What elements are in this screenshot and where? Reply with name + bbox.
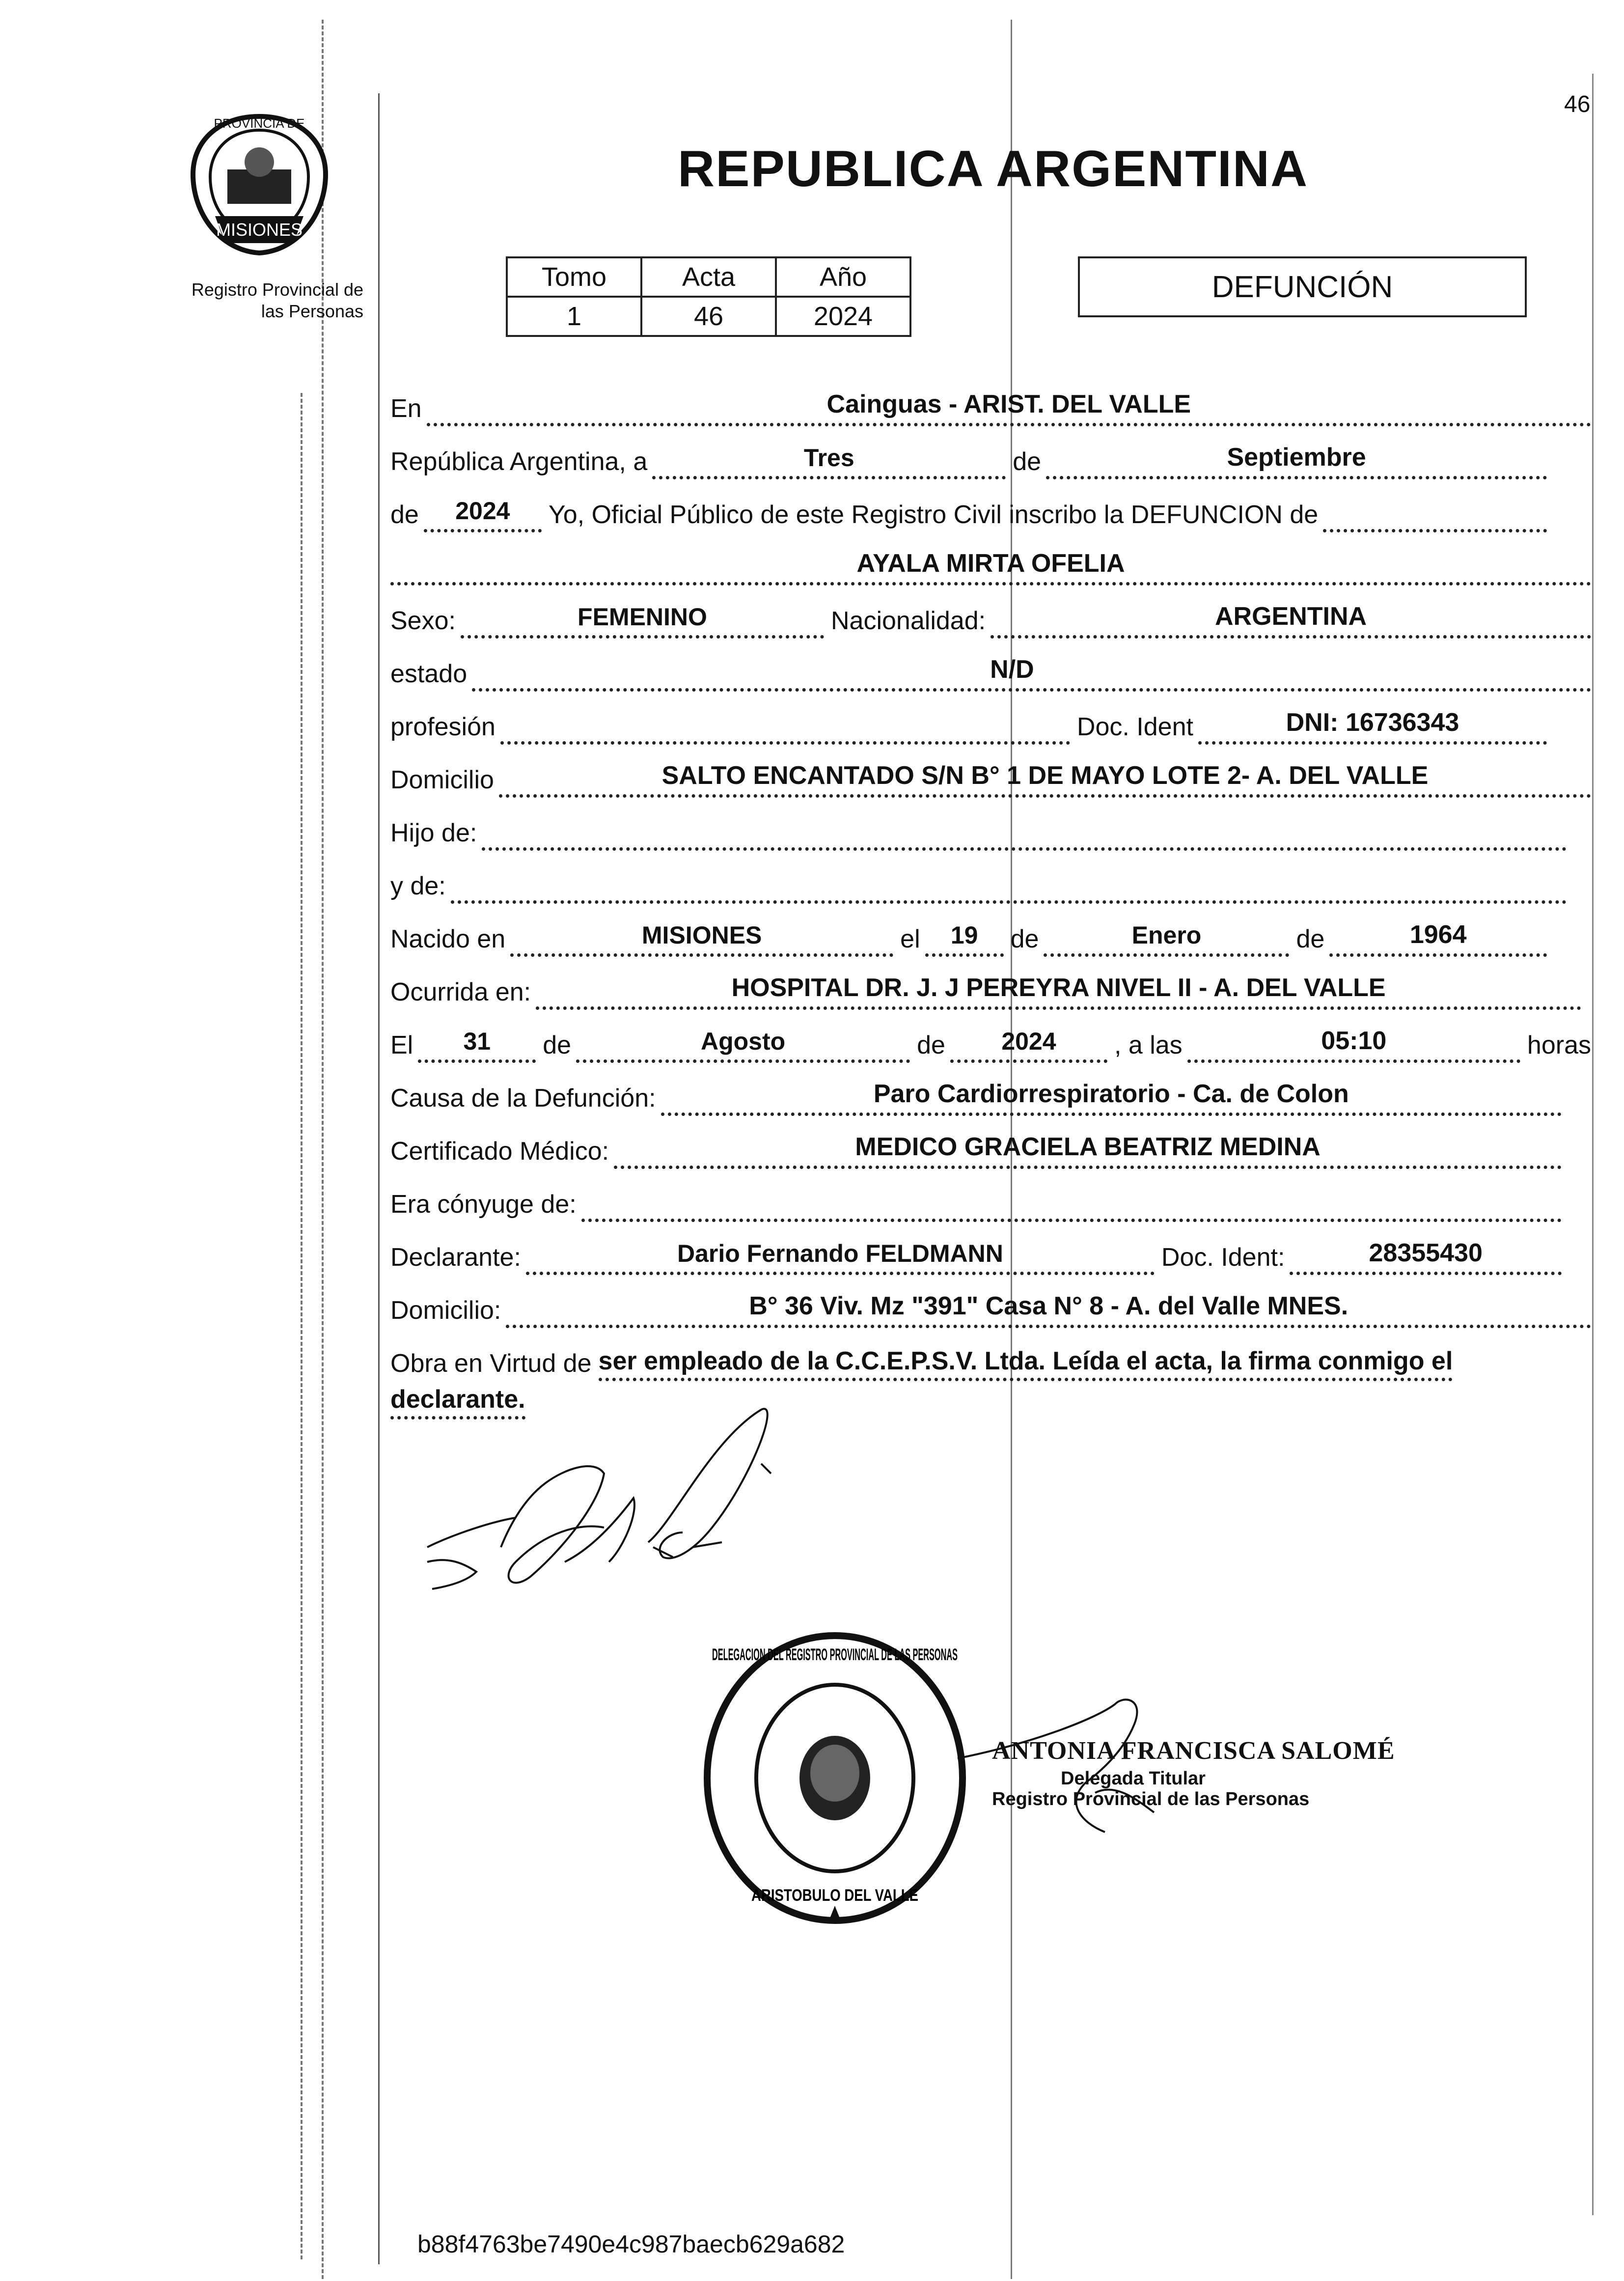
field-label: República Argentina, a	[390, 447, 648, 476]
page-title: REPUBLICA ARGENTINA	[678, 140, 1309, 197]
registry-name-line: las Personas	[261, 301, 363, 321]
field-value: FEMENINO	[578, 603, 707, 631]
form-row-nacido	[390, 904, 1591, 957]
fallec-anio-field	[950, 1024, 1107, 1063]
left-margin-line	[378, 93, 380, 2264]
field-label: Domicilio	[390, 766, 494, 794]
field-value: AYALA MIRTA OFELIA	[856, 549, 1125, 578]
field-value: 05:10	[1321, 1027, 1387, 1055]
field-value: 2024	[1001, 1028, 1056, 1055]
field-value: N/D	[990, 655, 1034, 684]
document-hash: b88f4763be7490e4c987baecb629a682	[417, 2230, 845, 2258]
officer-signature	[958, 1685, 1282, 1847]
domicilio2-field	[506, 1289, 1591, 1328]
field-value: MISIONES	[641, 921, 762, 949]
binding-perforation	[322, 20, 324, 2279]
certificado-field	[614, 1130, 1562, 1169]
field-label: estado	[390, 660, 468, 688]
inscribo-field	[1323, 494, 1547, 532]
form-row-causa	[390, 1063, 1591, 1116]
provincial-seal-icon	[186, 111, 333, 258]
stamp-inner-text: ARISTOBULO DEL VALLE	[751, 1886, 918, 1905]
field-label: horas	[1527, 1031, 1591, 1059]
field-value: 31	[463, 1028, 491, 1055]
field-value: Cainguas - ARIST. DEL VALLE	[826, 390, 1191, 418]
page-number: 46	[1564, 91, 1591, 117]
field-label: Domicilio:	[390, 1296, 501, 1325]
field-label: Yo, Oficial Público de este Registro Civil inscribo la DEFUNCION de	[548, 501, 1319, 529]
fallec-dia-field	[418, 1024, 536, 1063]
officer-name: ANTONIA FRANCISCA SALOMÉ	[992, 1737, 1395, 1765]
field-value: Enero	[1131, 921, 1202, 949]
obra-value-cont: declarante.	[390, 1385, 525, 1419]
profesion-field	[500, 706, 1070, 745]
en-field	[427, 388, 1591, 426]
nacido-mes-field	[1044, 918, 1289, 957]
field-label: profesión	[390, 713, 495, 741]
field-label: Doc. Ident	[1076, 713, 1193, 741]
field-value: MEDICO GRACIELA BEATRIZ MEDINA	[855, 1133, 1321, 1161]
nombre-field	[390, 547, 1591, 585]
form-row-hijo	[390, 798, 1591, 851]
document-type-box	[1078, 256, 1527, 317]
form-row-yde	[390, 851, 1591, 904]
field-label: de	[1013, 447, 1042, 476]
estado-field	[472, 653, 1591, 692]
field-label: de	[917, 1031, 945, 1059]
binding-perforation	[301, 393, 303, 2259]
field-label: de	[1296, 925, 1325, 953]
form-row-conyuge	[390, 1169, 1591, 1222]
table-header-anio: Año	[776, 257, 910, 297]
field-label: Ocurrida en:	[390, 978, 531, 1006]
field-label: Era cónyuge de:	[390, 1190, 577, 1219]
field-value: 28355430	[1369, 1239, 1483, 1267]
field-label: Certificado Médico:	[390, 1137, 609, 1166]
officer-office: Registro Provincial de las Personas	[992, 1789, 1310, 1809]
registry-name-line: Registro Provincial de	[191, 279, 363, 300]
field-value: Paro Cardiorrespiratorio - Ca. de Colon	[873, 1080, 1349, 1108]
obra-value: ser empleado de la C.C.E.P.S.V. Ltda. Leída el acta, la firma conmigo el	[599, 1346, 1453, 1381]
field-value: HOSPITAL DR. J. J PEREYRA NIVEL II - A. DEL VALLE	[731, 974, 1386, 1002]
field-value: Septiembre	[1227, 443, 1366, 472]
field-value: Agosto	[700, 1028, 786, 1055]
field-value: ARGENTINA	[1214, 602, 1367, 631]
field-label: de	[543, 1031, 572, 1059]
declarante-field	[526, 1236, 1155, 1275]
table-cell-anio: 2024	[776, 297, 910, 336]
field-value: B° 36 Viv. Mz "391" Casa N° 8 - A. del Valle MNES.	[749, 1292, 1349, 1320]
nacido-lugar-field	[510, 918, 893, 957]
form-row-nombre	[390, 532, 1591, 585]
field-label: En	[390, 394, 422, 423]
form-row-obra	[390, 1328, 1591, 1381]
form-row-ocurrida	[390, 957, 1591, 1010]
conyuge-field	[581, 1183, 1562, 1222]
field-label: Nacionalidad:	[830, 607, 986, 635]
form-row-estado	[390, 639, 1591, 692]
table-cell-tomo: 1	[507, 297, 641, 336]
form-row-fecha	[390, 426, 1591, 479]
doc-ident2-field	[1290, 1236, 1562, 1275]
field-label: Sexo:	[390, 607, 456, 635]
ocurrida-field	[536, 971, 1581, 1010]
field-label: , a las	[1114, 1031, 1183, 1059]
fallec-mes-field	[576, 1024, 910, 1063]
yde-field	[451, 865, 1567, 904]
field-label: Declarante:	[390, 1243, 521, 1272]
table-header-tomo: Tomo	[507, 257, 641, 297]
field-value: DNI: 16736343	[1286, 708, 1459, 737]
table-cell-acta: 46	[641, 297, 776, 336]
form-row-declarante	[390, 1222, 1591, 1275]
hijo-field	[482, 812, 1567, 851]
field-value: Dario Fernando FELDMANN	[677, 1240, 1003, 1267]
table-header-acta: Acta	[641, 257, 776, 297]
death-record-form	[390, 373, 1591, 1419]
form-row-certificado	[390, 1116, 1591, 1169]
field-label: de	[390, 501, 419, 529]
field-value: 19	[950, 921, 978, 949]
fallec-hora-field	[1187, 1024, 1520, 1063]
dia-field	[652, 441, 1006, 479]
domicilio-field	[499, 759, 1591, 798]
field-label: de	[1010, 925, 1039, 953]
official-stamp-icon	[697, 1626, 972, 1930]
nacido-anio-field	[1329, 918, 1547, 957]
form-row-en	[390, 373, 1591, 426]
field-label: El	[390, 1031, 413, 1059]
anio-field	[424, 494, 542, 532]
registry-name	[157, 279, 363, 322]
declarant-signature	[417, 1400, 800, 1611]
field-label: Causa de la Defunción:	[390, 1084, 656, 1113]
form-row-inscribo	[390, 479, 1591, 532]
stamp-outer-text: DELEGACION DEL REGISTRO PROVINCIAL DE LAS PERSONAS	[712, 1645, 958, 1664]
form-row-domicilio2	[390, 1275, 1591, 1328]
doc-ident-field	[1198, 706, 1547, 745]
field-label: Obra en Virtud de	[390, 1349, 592, 1378]
field-label: Hijo de:	[390, 819, 477, 847]
nacido-dia-field	[925, 918, 1004, 957]
field-label: y de:	[390, 872, 446, 900]
field-value: SALTO ENCANTADO S/N B° 1 DE MAYO LOTE 2- A. DEL VALLE	[661, 761, 1429, 790]
field-label: Nacido en	[390, 925, 506, 953]
acta-table	[506, 256, 911, 337]
field-value: 2024	[455, 497, 510, 525]
field-value: 1964	[1409, 920, 1467, 949]
form-row-profesion	[390, 692, 1591, 745]
document-type: DEFUNCIÓN	[1211, 270, 1393, 304]
field-value: Tres	[803, 444, 854, 472]
field-label: Doc. Ident:	[1161, 1243, 1285, 1272]
sexo-field	[461, 600, 824, 639]
form-row-fallecimiento	[390, 1010, 1591, 1063]
form-row-domicilio	[390, 745, 1591, 798]
seal-bottom-text: MISIONES	[216, 220, 303, 240]
right-margin-line	[1592, 74, 1594, 2215]
field-label: el	[900, 925, 920, 953]
nacionalidad-field	[991, 600, 1591, 639]
officer-role: Delegada Titular	[1061, 1768, 1206, 1789]
form-row-sexo	[390, 585, 1591, 639]
causa-field	[661, 1077, 1562, 1116]
mes-field	[1046, 441, 1547, 479]
seal-top-text: PROVINCIA DE	[214, 116, 305, 131]
